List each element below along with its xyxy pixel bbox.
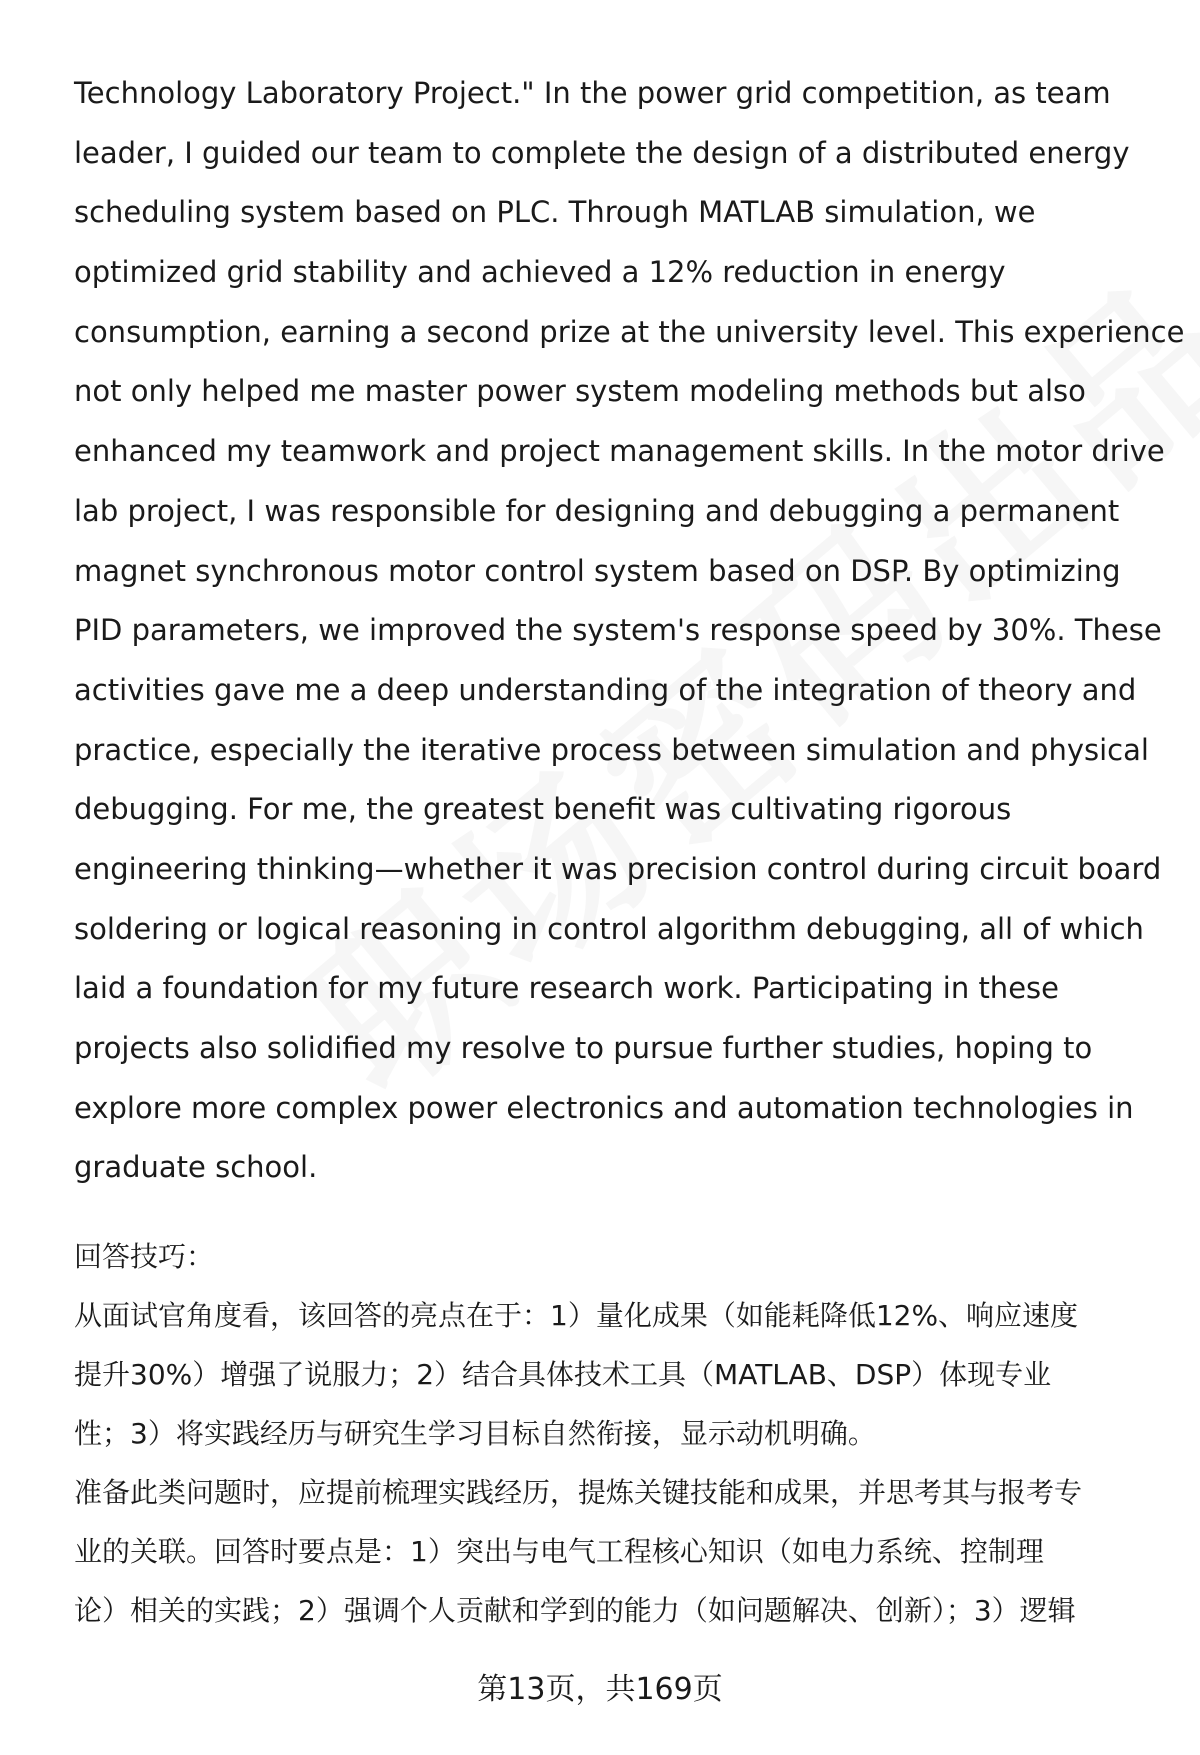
tips-line: 准备此类问题时，应提前梳理实践经历，提炼关键技能和成果，并思考其与报考专 xyxy=(74,1476,1083,1509)
paragraph-line: Technology Laboratory Project." In the power grid competition, as team xyxy=(74,76,1111,110)
paragraph-line: projects also solidified my resolve to pursue further studies, hoping to xyxy=(74,1031,1093,1065)
tips-line: 论）相关的实践；2）强调个人贡献和学到的能力（如问题解决、创新）；3）逻辑 xyxy=(74,1594,1076,1627)
paragraph-line: enhanced my teamwork and project management skills. In the motor drive xyxy=(74,434,1165,469)
tips-line: 性；3）将实践经历与研究生学习目标自然衔接，显示动机明确。 xyxy=(74,1417,876,1450)
paragraph-line: lab project, I was responsible for designing and debugging a permanent xyxy=(74,493,1120,528)
tips-line: 从面试官角度看，该回答的亮点在于：1）量化成果（如能耗降低12%、响应速度 xyxy=(74,1299,1079,1332)
paragraph-line: activities gave me a deep understanding of the integration of theory and xyxy=(74,672,1137,707)
paragraph-line: magnet synchronous motor control system based on DSP. By optimizing xyxy=(74,553,1121,588)
paragraph-line: practice, especially the iterative process between simulation and physical xyxy=(74,732,1149,767)
tips-line: 业的关联。回答时要点是：1）突出与电气工程核心知识（如电力系统、控制理 xyxy=(74,1535,1044,1568)
answer-tips-section xyxy=(74,1227,1164,1640)
tips-heading: 回答技巧： xyxy=(74,1240,215,1273)
tips-line: 提升30%）增强了说服力；2）结合具体技术工具（MATLAB、DSP）体现专业 xyxy=(74,1358,1052,1391)
page-footer: 第13页，共169页 xyxy=(477,1672,723,1707)
paragraph-line: scheduling system based on PLC. Through MATLAB simulation, we xyxy=(74,195,1036,230)
paragraph-line: not only helped me master power system modeling methods but also xyxy=(74,374,1086,409)
paragraph-line: PID parameters, we improved the system's response speed by 30%. These xyxy=(74,613,1162,648)
paragraph-line: laid a foundation for my future research work. Participating in these xyxy=(74,971,1059,1006)
paragraph-line: consumption, earning a second prize at the university level. This experience xyxy=(74,314,1185,349)
answer-paragraph xyxy=(74,64,1185,1198)
paragraph-line: optimized grid stability and achieved a 12% reduction in energy xyxy=(74,255,1006,290)
paragraph-line: soldering or logical reasoning in control algorithm debugging, all of which xyxy=(74,911,1144,946)
paragraph-line: graduate school. xyxy=(74,1150,318,1185)
paragraph-line: debugging. For me, the greatest benefit was cultivating rigorous xyxy=(74,792,1012,827)
paragraph-line: leader, I guided our team to complete the design of a distributed energy xyxy=(74,135,1130,170)
paragraph-line: engineering thinking—whether it was precision control during circuit board xyxy=(74,851,1162,886)
paragraph-line: explore more complex power electronics and automation technologies in xyxy=(74,1090,1134,1125)
